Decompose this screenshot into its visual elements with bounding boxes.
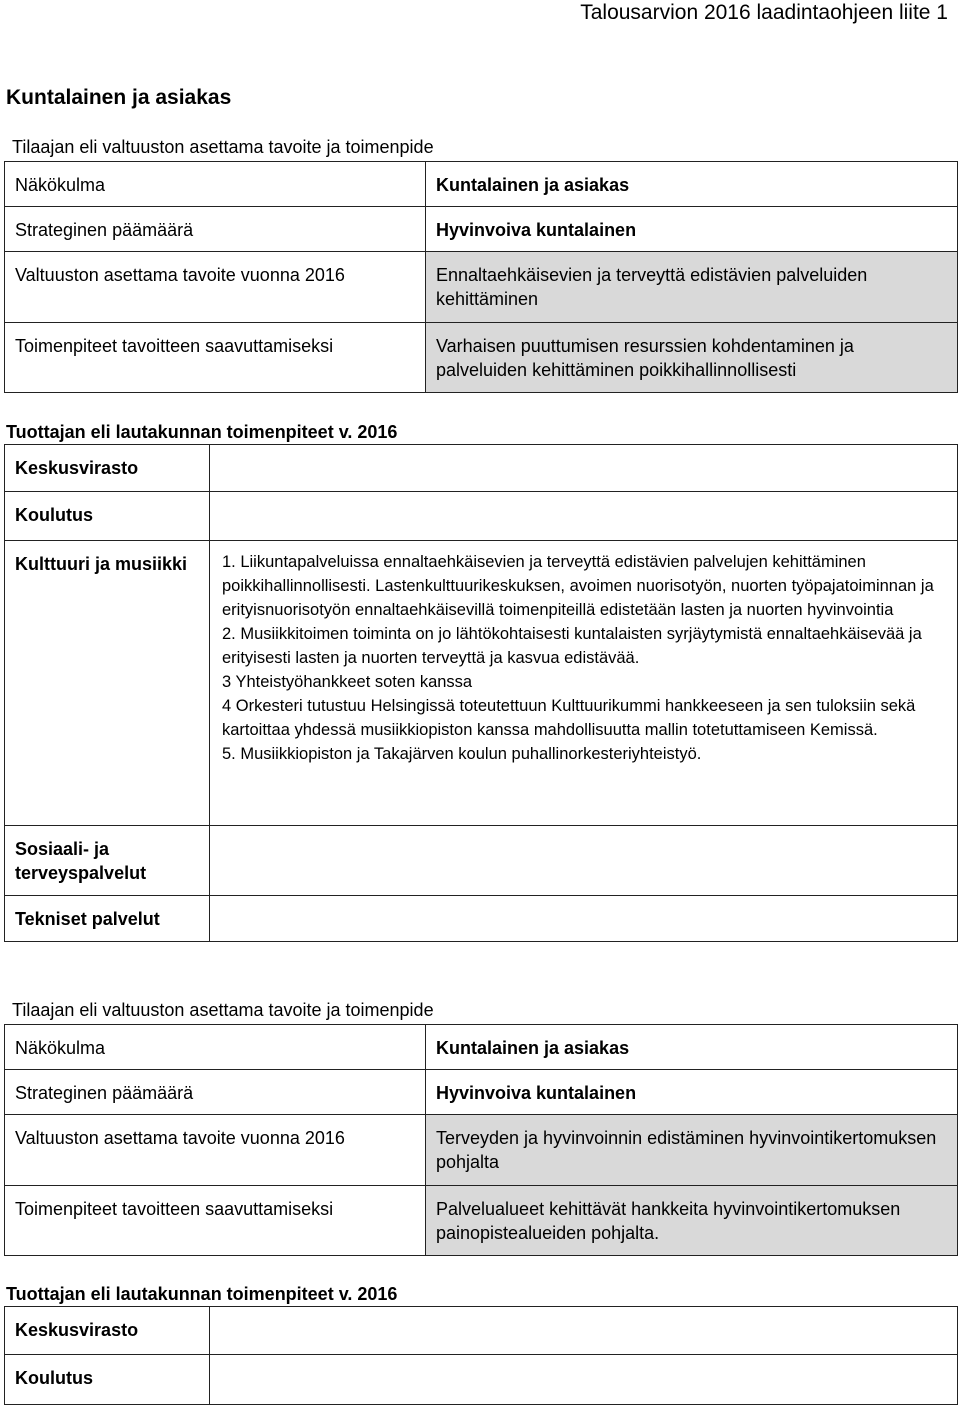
unit-koulutus-actions — [210, 492, 958, 541]
unit-keskusvirasto: Keskusvirasto — [5, 445, 210, 492]
unit-keskusvirasto: Keskusvirasto — [5, 1307, 210, 1355]
label-toimenpiteet: Toimenpiteet tavoitteen saavuttamiseksi — [5, 1186, 426, 1256]
tilaaja-title-2: Tilaajan eli valtuuston asettama tavoite ja toimenpide — [12, 1000, 434, 1020]
tuottaja-title-1: Tuottajan eli lautakunnan toimenpiteet v. 2016 — [6, 422, 398, 442]
tuottaja-table-2 — [4, 1306, 958, 1405]
label-valtuuston-tavoite: Valtuuston asettama tavoite vuonna 2016 — [5, 252, 426, 323]
unit-sosiaali-actions — [210, 826, 958, 896]
label-valtuuston-tavoite: Valtuuston asettama tavoite vuonna 2016 — [5, 1115, 426, 1186]
action-item: 3 Yhteistyöhankkeet soten kanssa — [222, 673, 473, 691]
action-item: 5. Musiikkiopiston ja Takajärven koulun puhallinorkesteriyhteistyö. — [222, 745, 702, 763]
tilaaja-title-1: Tilaajan eli valtuuston asettama tavoite ja toimenpide — [12, 137, 434, 157]
value-nakokulma: Kuntalainen ja asiakas — [426, 162, 958, 207]
unit-keskusvirasto-actions — [210, 445, 958, 492]
value-strateginen-paamaara: Hyvinvoiva kuntalainen — [426, 1070, 958, 1115]
tilaaja-table-1 — [4, 161, 958, 393]
value-strateginen-paamaara: Hyvinvoiva kuntalainen — [426, 207, 958, 252]
action-item: 2. Musiikkitoimen toiminta on jo lähtökohtaisesti kuntalaisten syrjäytymistä ennaltaehkäisevää ja erityisesti lasten ja nuorten terveyttä ja kasvua edistävää. — [222, 625, 922, 667]
action-item: 1. Liikuntapalveluissa ennaltaehkäisevien ja terveyttä edistävien palvelujen kehittäminen poikkihallinnollisesti. Lastenkulttuurikeskuksen, avoimen nuorisotyön, nuorten työpajatoiminnan ja erityisnuorisotyön ennaltaehkäisevillä toimenpiteillä edistetään lasten ja nuorten hyvinvointia — [222, 553, 934, 619]
document-header-title: Talousarvion 2016 laadintaohjeen liite 1 — [580, 1, 948, 24]
action-item: 4 Orkesteri tutustuu Helsingissä toteutettuun Kulttuurikummi hankkeeseen ja sen tuloksiin sekä kartoittaa yhdessä musiikkiopiston kanssa mahdollisuutta mallin totetuttamiseen Kemissä. — [222, 697, 916, 739]
unit-kulttuuri-ja-musiikki: Kulttuuri ja musiikki — [5, 541, 210, 826]
unit-koulutus: Koulutus — [5, 1355, 210, 1405]
section-title: Kuntalainen ja asiakas — [6, 86, 232, 109]
label-nakokulma: Näkökulma — [5, 162, 426, 207]
label-strateginen-paamaara: Strateginen päämäärä — [5, 207, 426, 252]
unit-kulttuuri-actions — [210, 541, 958, 826]
value-nakokulma: Kuntalainen ja asiakas — [426, 1025, 958, 1070]
label-strateginen-paamaara: Strateginen päämäärä — [5, 1070, 426, 1115]
value-valtuuston-tavoite: Terveyden ja hyvinvoinnin edistäminen hyvinvointikertomuksen pohjalta — [426, 1115, 958, 1186]
unit-tekniset-actions — [210, 896, 958, 942]
label-nakokulma: Näkökulma — [5, 1025, 426, 1070]
value-valtuuston-tavoite: Ennaltaehkäisevien ja terveyttä edistävien palveluiden kehittäminen — [426, 252, 958, 323]
tilaaja-table-2 — [4, 1024, 958, 1256]
unit-sosiaali-ja-terveyspalvelut: Sosiaali- ja terveyspalvelut — [5, 826, 210, 896]
tuottaja-table-1 — [4, 444, 958, 942]
tuottaja-title-2: Tuottajan eli lautakunnan toimenpiteet v. 2016 — [6, 1284, 398, 1304]
unit-tekniset-palvelut: Tekniset palvelut — [5, 896, 210, 942]
value-toimenpiteet: Palvelualueet kehittävät hankkeita hyvinvointikertomuksen painopistealueiden pohjalta. — [426, 1186, 958, 1256]
unit-keskusvirasto-actions — [210, 1307, 958, 1355]
unit-koulutus-actions — [210, 1355, 958, 1405]
label-toimenpiteet: Toimenpiteet tavoitteen saavuttamiseksi — [5, 323, 426, 393]
value-toimenpiteet: Varhaisen puuttumisen resurssien kohdentaminen ja palveluiden kehittäminen poikkihallinnollisesti — [426, 323, 958, 393]
unit-koulutus: Koulutus — [5, 492, 210, 541]
